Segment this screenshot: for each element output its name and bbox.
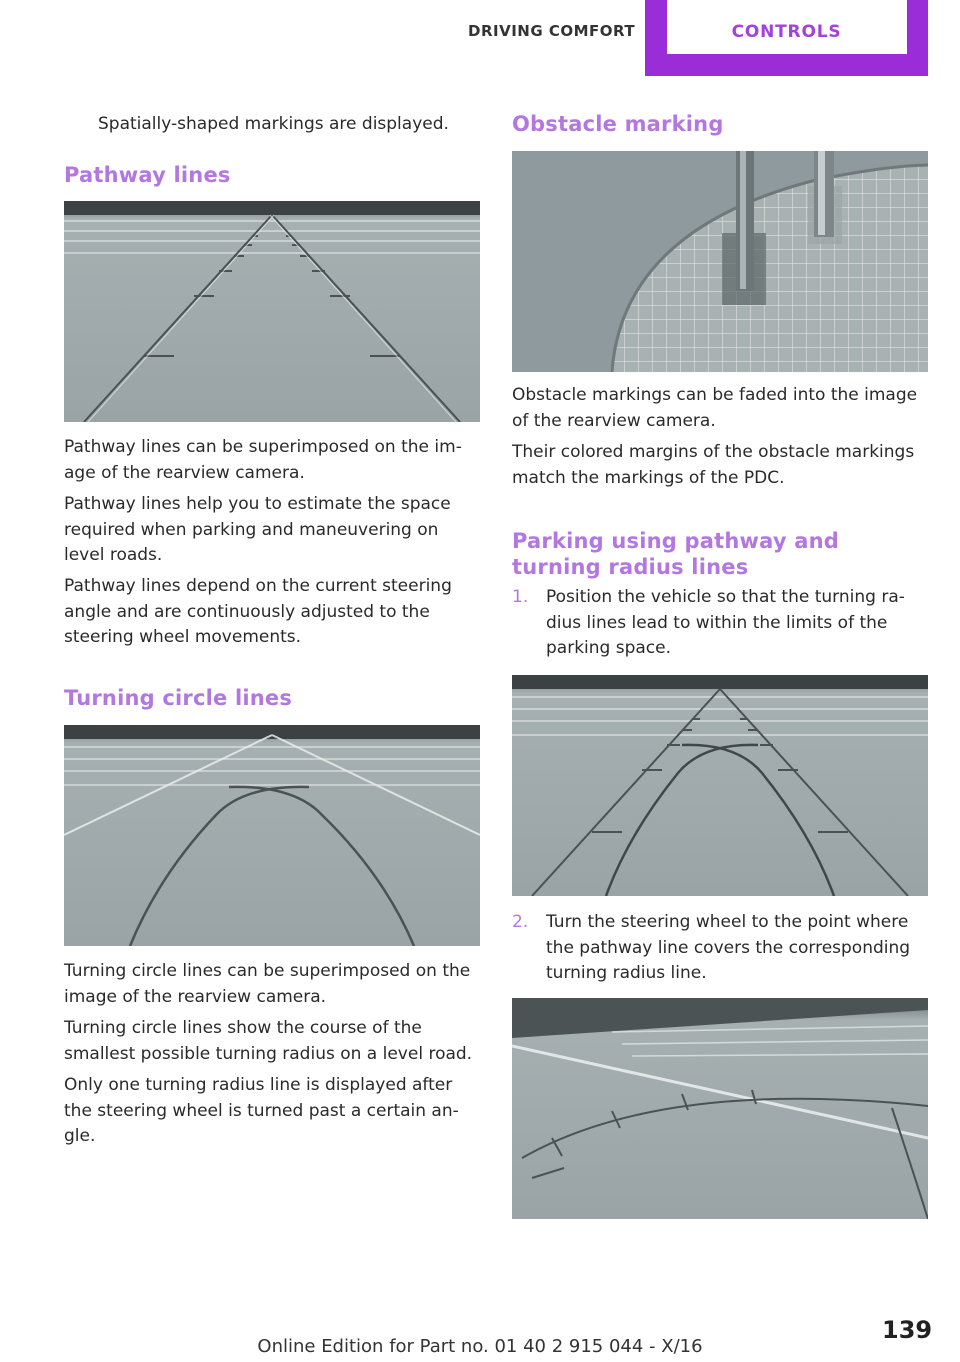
turning-circle-lines-image	[64, 725, 480, 946]
edition-footer: Online Edition for Part no. 01 40 2 915 044 - X/16	[257, 1336, 703, 1357]
heading-turning-circle-lines: Turning circle lines	[64, 686, 293, 710]
parking-step-2-image	[512, 998, 928, 1219]
obstacle-paragraph-1: Obstacle markings can be faded into the image of the rearview camera.	[512, 385, 918, 431]
pathway-paragraph-3: Pathway lines depend on the current steering angle and are continuously adjusted to the steering wheel movements.	[64, 576, 452, 647]
turning-paragraph-3: Only one turning radius line is displayed after the steering wheel is turned past a certain an-gle.	[64, 1075, 459, 1146]
intro-text: Spatially-shaped markings are displayed.	[98, 114, 449, 134]
step-text-1: Position the vehicle so that the turning ra-dius lines lead to within the limits of the parking space.	[546, 587, 905, 658]
heading-obstacle-marking: Obstacle marking	[512, 112, 724, 136]
pathway-paragraph-1: Pathway lines can be superimposed on the im-age of the rearview camera.	[64, 437, 462, 483]
step-number-2: 2.	[512, 912, 529, 932]
obstacle-paragraph-2: Their colored margins of the obstacle markings match the markings of the PDC.	[512, 442, 915, 488]
heading-pathway-lines: Pathway lines	[64, 163, 231, 187]
parking-step-1-image	[512, 675, 928, 896]
turning-paragraph-2: Turning circle lines show the course of the smallest possible turning radius on a level road.	[64, 1018, 473, 1064]
turning-paragraph-1: Turning circle lines can be superimposed on the image of the rearview camera.	[64, 961, 471, 1007]
step-number-1: 1.	[512, 587, 529, 607]
page-number: 139	[882, 1316, 933, 1344]
step-text-2: Turn the steering wheel to the point where the pathway line covers the corresponding turning radius line.	[546, 912, 911, 983]
pathway-paragraph-2: Pathway lines help you to estimate the space required when parking and maneuvering on level roads.	[64, 494, 451, 565]
pathway-lines-image	[64, 201, 480, 422]
chapter-label: CONTROLS	[731, 22, 842, 42]
obstacle-marking-image	[512, 151, 928, 372]
heading-parking-using-lines: Parking using pathway and turning radius lines	[512, 529, 840, 579]
section-title: DRIVING COMFORT	[468, 22, 636, 40]
chapter-tab	[645, 0, 928, 76]
